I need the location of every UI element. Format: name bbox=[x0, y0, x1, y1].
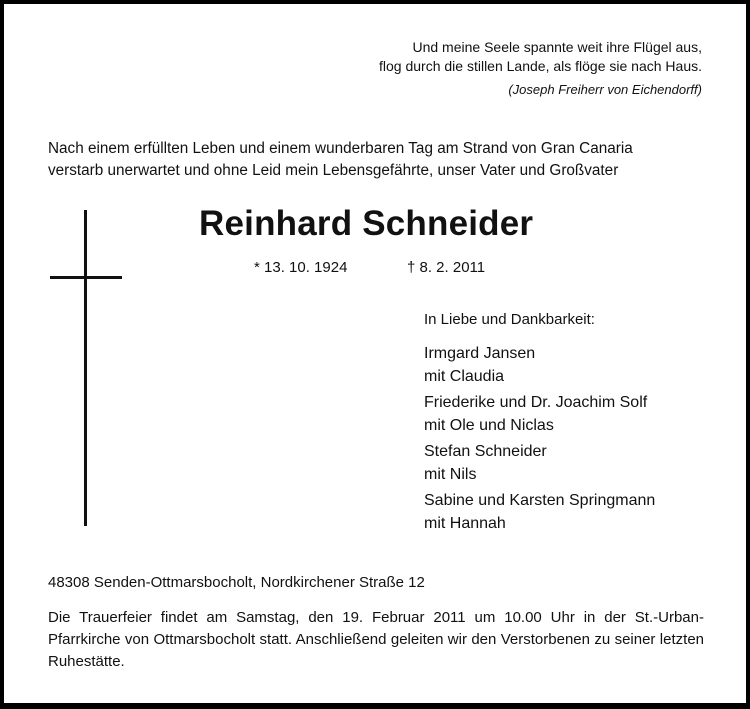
mourner-name: Friederike und Dr. Joachim Solf bbox=[424, 394, 648, 411]
birth-date: * 13. 10. 1924 bbox=[254, 259, 348, 276]
intro-line: Nach einem erfüllten Leben und einem wunderbaren Tag am Strand von Gran Canaria bbox=[48, 140, 633, 157]
service-info: Die Trauerfeier findet am Samstag, den 19. Februar 2011 um 10.00 Uhr in der St.-Urban-Pfarrkirche von Ottmarsbocholt statt. Anschließend geleiten wir den Verstorbenen zu seiner letzten Ruhestätte. bbox=[48, 609, 704, 670]
intro-line: verstarb unerwartet und ohne Leid mein Lebensgefährte, unser Vater und Großvater bbox=[48, 162, 619, 179]
mourner-name: Stefan Schneider bbox=[424, 443, 547, 460]
mourner-with: mit Hannah bbox=[424, 515, 506, 532]
list-item bbox=[424, 489, 655, 535]
poem-line: Und meine Seele spannte weit ihre Flügel aus, bbox=[412, 39, 702, 55]
mourner-with: mit Ole und Niclas bbox=[424, 417, 554, 434]
deceased-name: Reinhard Schneider bbox=[199, 204, 534, 243]
mourner-name: Sabine und Karsten Springmann bbox=[424, 492, 656, 509]
list-item bbox=[424, 342, 655, 388]
death-date: † 8. 2. 2011 bbox=[407, 259, 486, 276]
mourners-heading: In Liebe und Dankbarkeit: bbox=[424, 311, 595, 328]
cross-icon bbox=[84, 210, 87, 526]
mourners-list bbox=[424, 342, 655, 538]
obituary-card bbox=[4, 4, 746, 703]
poem-line: flog durch die stillen Lande, als flöge sie nach Haus. bbox=[379, 58, 702, 74]
list-item bbox=[424, 440, 655, 486]
mourner-with: mit Nils bbox=[424, 466, 477, 483]
mourner-name: Irmgard Jansen bbox=[424, 345, 536, 362]
poem-quote bbox=[379, 38, 702, 99]
mourner-with: mit Claudia bbox=[424, 368, 505, 385]
intro-text bbox=[48, 138, 633, 182]
poem-attribution: (Joseph Freiherr von Eichendorff) bbox=[508, 82, 702, 97]
address: 48308 Senden-Ottmarsbocholt, Nordkirchener Straße 12 bbox=[48, 574, 425, 591]
cross-icon-bar bbox=[50, 276, 122, 279]
list-item bbox=[424, 391, 655, 437]
